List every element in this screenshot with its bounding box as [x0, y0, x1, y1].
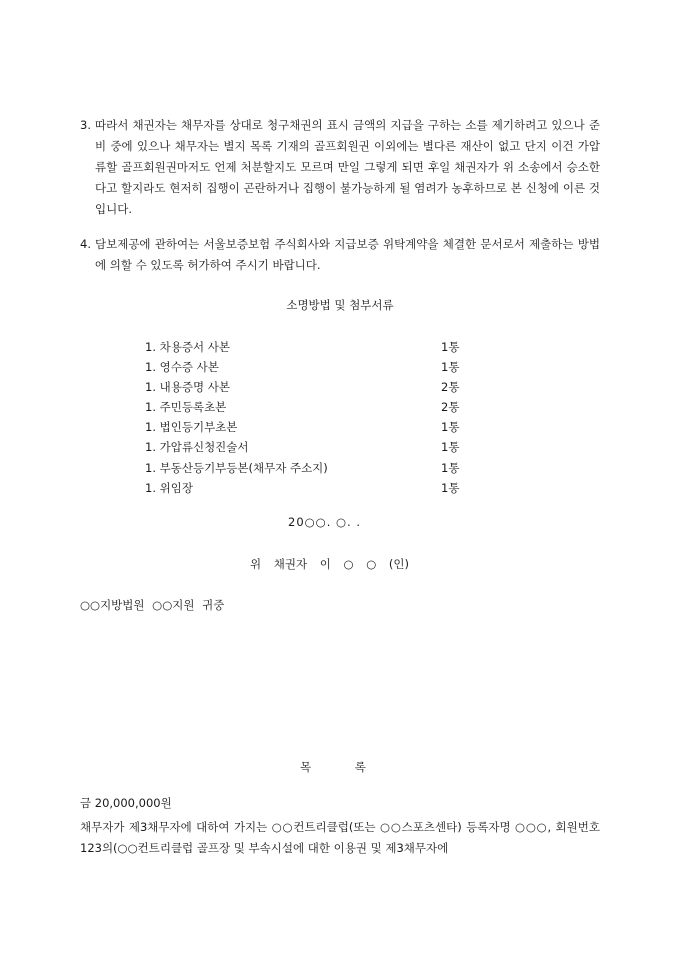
claim-amount: 금 20,000,000원 [80, 796, 172, 810]
attachment-item [145, 437, 475, 457]
property-description: 채무자가 제3채무자에 대하여 가지는 ○○컨트리클럽(또는 ○○스포츠센타) 등록자명 ○○○, 회원번호 123의(○○컨트리클럽 골프장 및 부속시설에 대한 이용권 및 제3채무자에 [80, 820, 600, 855]
attachment-count: 1통 [441, 460, 460, 475]
section-4 [80, 234, 600, 276]
attachment-count: 1통 [441, 440, 460, 455]
attachment-count: 1통 [441, 340, 460, 354]
attachment-label: 1. 법인등기부초본 [145, 420, 238, 435]
attachment-item [145, 337, 475, 357]
attachment-item [145, 377, 475, 397]
court-addressee: ○○지방법원 ○○지원 귀중 [80, 598, 225, 612]
section-4-number: 4. [80, 237, 91, 251]
attachment-count: 1통 [441, 420, 460, 435]
attachment-count: 1통 [441, 360, 460, 375]
attachment-label: 1. 위임장 [145, 480, 193, 495]
attachments-heading: 소명방법 및 첨부서류 [286, 298, 394, 312]
filing-date: 20○○. ○. . [288, 515, 362, 529]
attachment-label: 1. 차용증서 사본 [145, 340, 230, 354]
attachment-item [145, 417, 475, 437]
section-3-number: 3. [80, 118, 91, 132]
attachment-label: 1. 부동산등기부등본(채무자 주소지) [145, 460, 328, 475]
attachment-count: 2통 [441, 380, 460, 395]
attachments-list [145, 337, 475, 498]
attachment-label: 1. 가압류신청진술서 [145, 440, 249, 455]
section-3 [80, 115, 600, 220]
attachment-item [145, 478, 475, 498]
property-list-title: 목 록 [300, 760, 366, 774]
section-4-text: 담보제공에 관하여는 서울보증보험 주식회사와 지급보증 위탁계약을 체결한 문서로서 제출하는 방법에 의할 수 있도록 허가하여 주시기 바랍니다. [95, 237, 600, 272]
attachment-label: 1. 내용증명 사본 [145, 380, 230, 395]
attachment-label: 1. 주민등록초본 [145, 400, 227, 415]
creditor-signature: 위 채권자 이 ○ ○ (인) [250, 557, 409, 571]
attachment-label: 1. 영수증 사본 [145, 360, 219, 375]
attachment-count: 2통 [441, 400, 460, 415]
attachment-item [145, 397, 475, 417]
section-3-text: 따라서 채권자는 채무자를 상대로 청구채권의 표시 금액의 지급을 구하는 소를 제기하려고 있으나 준비 중에 있으나 채무자는 별지 목록 기재의 골프회원권 이외에는 별다른 재산이 없고 단지 이건 가압류할 골프회원권마저도 언제 처분할지도 모르며 만일 그렇게 되면 후일 채권자가 위 소송에서 승소한다고 할지라도 현저히 집행이 곤란하거나 집행이 불가능하게 될 염려가 농후하므로 본 신청에 이른 것입니다. [95, 118, 600, 216]
attachment-item [145, 357, 475, 377]
attachment-item [145, 458, 475, 478]
attachment-count: 1통 [441, 480, 460, 495]
